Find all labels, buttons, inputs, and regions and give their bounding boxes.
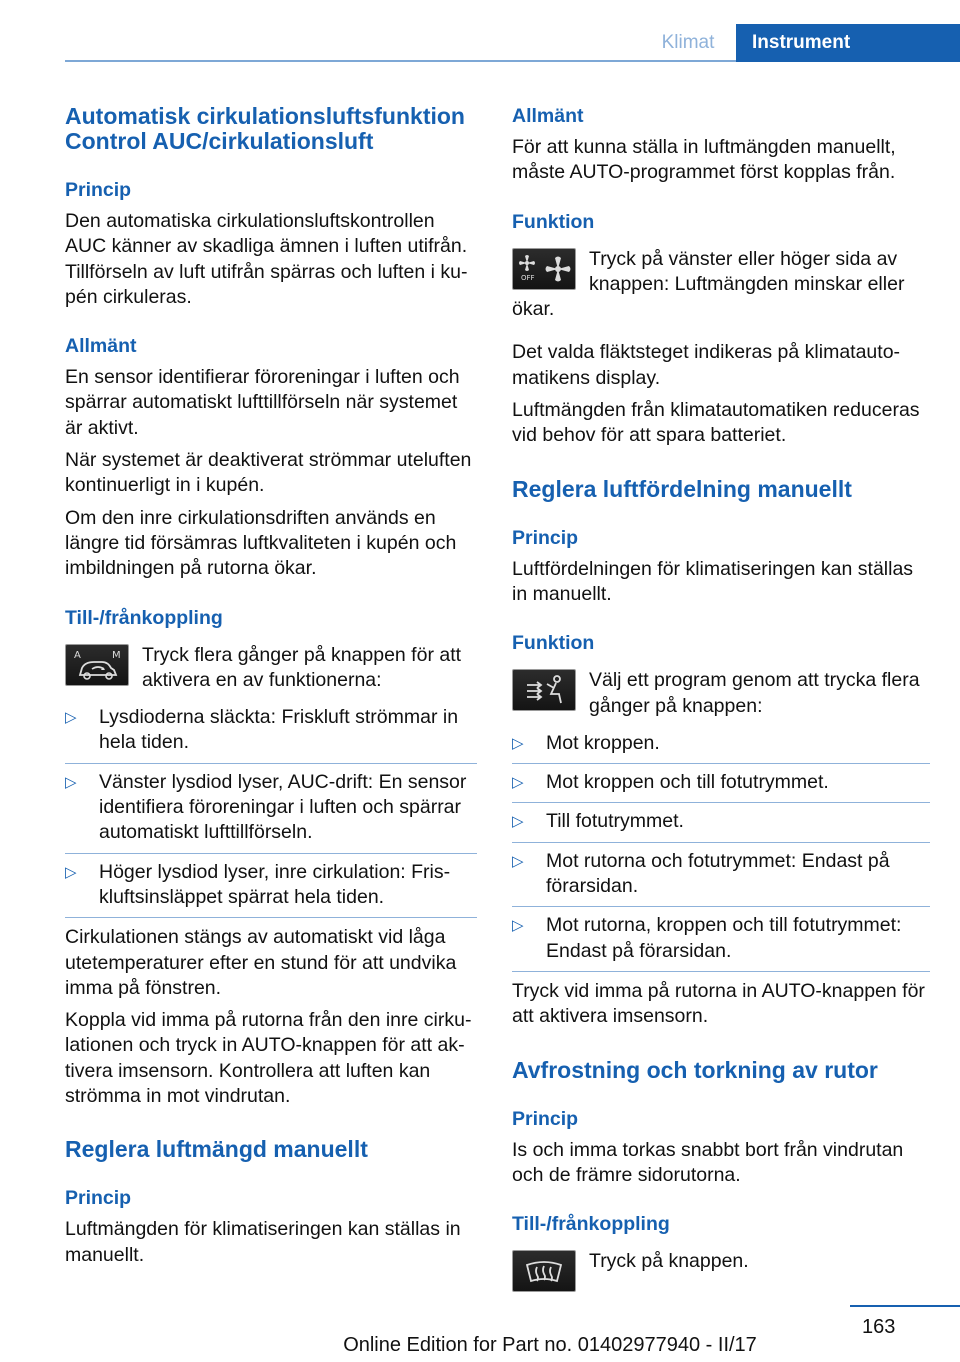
- paragraph: Välj ett program genom att trycka flera gånger på knappen:: [589, 669, 920, 717]
- right-column: [512, 104, 930, 1299]
- fan-button-icon: [512, 248, 576, 290]
- button-instruction: [65, 643, 477, 694]
- list-item: [512, 731, 930, 763]
- triangle-bullet-icon: ▷: [512, 917, 524, 935]
- triangle-bullet-icon: ▷: [512, 852, 524, 870]
- section-title-auc: Automatisk cirkulationsluftsfunktion Control AUC/cirkulationsluft: [65, 103, 465, 154]
- bullet-list: [512, 731, 930, 972]
- left-column: [65, 104, 477, 1268]
- paragraph: Tryck på vänster eller höger sida av knappen: Luftmängden minskar eller ökar.: [512, 247, 905, 321]
- subheading-till-frankoppling: Till-/frånkoppling: [512, 1213, 670, 1236]
- paragraph: Tryck vid imma på rutorna in AUTO-knappen för att aktivera imsensorn.: [512, 979, 925, 1028]
- subheading-princip: Princip: [512, 526, 579, 549]
- subheading-funktion: Funktion: [512, 210, 595, 233]
- list-item-text: Lysdioderna släckta: Friskluft strömmar in hela tiden.: [99, 706, 459, 754]
- header-tab-instrument: Instrument: [736, 24, 960, 62]
- triangle-bullet-icon: ▷: [65, 709, 77, 727]
- triangle-bullet-icon: ▷: [65, 863, 77, 881]
- paragraph: Cirkulationen stängs av automatiskt vid låga utetemperaturer efter en stund för att undvika imma på fönstren.: [65, 926, 457, 999]
- air-distribution-button-icon: [512, 669, 576, 711]
- subheading-princip: Princip: [512, 1107, 579, 1130]
- triangle-bullet-icon: ▷: [512, 734, 524, 752]
- paragraph: Tryck på knappen.: [589, 1250, 749, 1273]
- bullet-list: [65, 705, 477, 918]
- list-item-text: Mot kroppen och till fotutrymmet.: [546, 771, 829, 794]
- subheading-allmant: Allmänt: [512, 105, 584, 127]
- paragraph: Tryck flera gånger på knappen för att aktivera en av funktionerna:: [142, 643, 462, 691]
- list-item-text: Mot kroppen.: [546, 731, 660, 754]
- button-instruction: [512, 668, 930, 719]
- header-tab-klimat: Klimat: [661, 32, 715, 53]
- page-number: 163: [862, 1316, 896, 1338]
- subheading-allmant: Allmänt: [65, 335, 137, 358]
- windshield-defrost-button-icon: [512, 1250, 576, 1292]
- button-instruction: [512, 247, 930, 323]
- fan-off-label: OFF: [521, 273, 535, 282]
- list-item: [65, 853, 477, 918]
- paragraph: Koppla vid imma på rutorna från den inre cirkulationen och tryck in AUTO-knappen för att aktivera imsensorn. Kontrollera att luften kan strömma in mot vindrutan.: [65, 1009, 472, 1108]
- list-item-text: Mot rutorna och fotutrymmet: Endast på förarsidan.: [546, 849, 890, 898]
- list-item: [512, 906, 930, 971]
- paragraph: För att kunna ställa in luftmängden manuellt, måste AUTO-programmet först kopplas från.: [512, 136, 896, 184]
- triangle-bullet-icon: ▷: [65, 773, 77, 791]
- list-item: [65, 705, 477, 763]
- paragraph: En sensor identifierar föroreningar i luften och spärrar automatiskt lufttillförseln när systemet är aktivt.: [65, 366, 460, 439]
- subheading-princip: Princip: [65, 1187, 132, 1210]
- list-item-text: Vänster lysdiod lyser, AUC-drift: En sensor identifiera föroreningar i luften och spärrar automatiskt lufttillförseln.: [99, 770, 467, 844]
- paragraph: Luftmängden för klimatiseringen kan ställas in manuellt.: [65, 1218, 461, 1266]
- paragraph: Den automatiska cirkulationsluftskontrollen AUC känner av skadliga ämnen i luften utifrån. Tillförseln av luft utifrån spärras och luften i kupén cirkuleras.: [65, 210, 468, 308]
- paragraph: Luftfördelningen för klimatiseringen kan ställas in manuellt.: [512, 557, 914, 605]
- list-item: [65, 763, 477, 853]
- button-instruction: [512, 1249, 930, 1299]
- page-number-rule: [850, 1305, 960, 1307]
- list-item-text: Mot rutorna, kroppen och till fotutrymmet: Endast på förarsidan.: [546, 914, 902, 962]
- paragraph: När systemet är deaktiverat strömmar uteluften kontinuerligt in i kupén.: [65, 449, 472, 497]
- subheading-princip: Princip: [65, 179, 132, 201]
- footer-edition: Online Edition for Part no. 01402977940 - II/17: [343, 1334, 757, 1356]
- triangle-bullet-icon: ▷: [512, 813, 524, 831]
- list-item: [512, 763, 930, 802]
- icon-label-m: M: [112, 649, 121, 661]
- list-item-text: Höger lysdiod lyser, inre cirkulation: Friskluftsinsläppet spärrat hela tiden.: [99, 860, 451, 908]
- paragraph: Om den inre cirkulationsdriften används en längre tid försämras luftkvaliteten i kupén och imbildningen på rutorna ökar.: [65, 506, 457, 580]
- paragraph: Luftmängden från klimatautomatiken reduceras vid behov för att spara batteriet.: [512, 399, 920, 447]
- subheading-till-frankoppling: Till-/frånkoppling: [65, 606, 223, 629]
- triangle-bullet-icon: ▷: [512, 774, 524, 792]
- list-item: [512, 842, 930, 907]
- auc-recirculation-button-icon: [65, 644, 129, 686]
- paragraph: Det valda fläktsteget indikeras på klimatautomatikens display.: [512, 341, 901, 389]
- subheading-funktion: Funktion: [512, 632, 595, 655]
- paragraph: Is och imma torkas snabbt bort från vindrutan och de främre sidorutorna.: [512, 1138, 904, 1186]
- section-title-luftmangd: Reglera luftmängd manuellt: [65, 1136, 368, 1163]
- section-title-luftfordelning: Reglera luftfördelning manuellt: [512, 475, 852, 502]
- list-item: [512, 802, 930, 841]
- icon-label-a: A: [74, 649, 81, 661]
- section-title-avfrostning: Avfrostning och torkning av rutor: [512, 1056, 878, 1083]
- list-item-text: Till fotutrymmet.: [546, 810, 684, 833]
